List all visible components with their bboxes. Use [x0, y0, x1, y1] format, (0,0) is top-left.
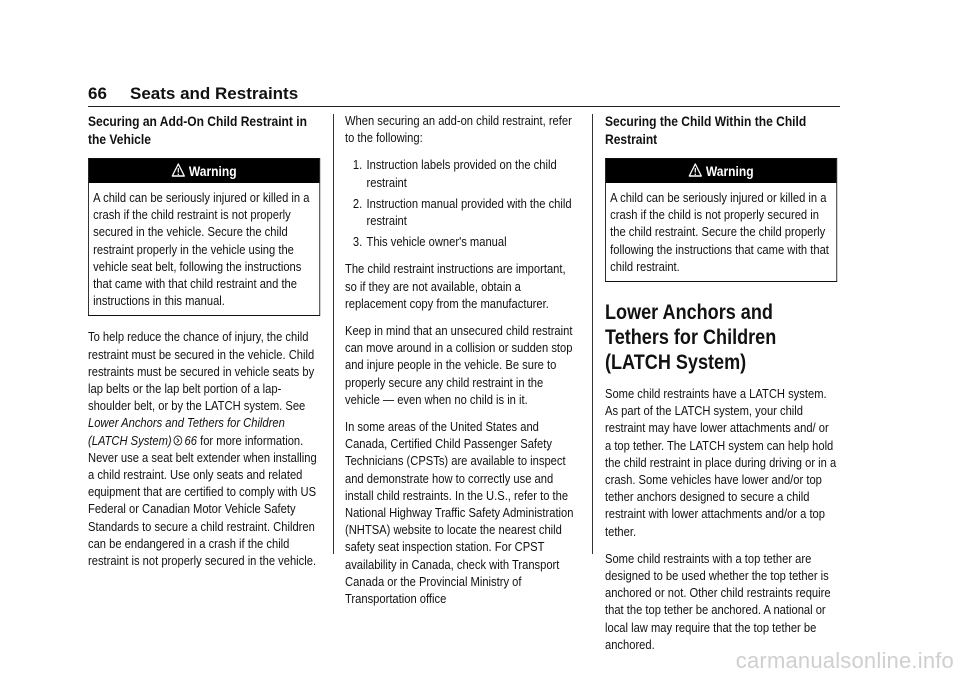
warning-triangle-icon	[172, 163, 186, 177]
list-item	[345, 195, 577, 229]
body-paragraph: Some child restraints have a LATCH system. As part of the LATCH system, your child restraint may have lower attachments and/ or a top tether. The LATCH system can help hold the child restraint in place during driving or in a crash. Some vehicles have lower and/or top tether anchors designed to secure a child restraint with lower attachments and/or a top tether.	[605, 386, 837, 539]
cross-reference-page[interactable]: 66	[184, 432, 197, 448]
body-paragraph: In some areas of the United States and Canada, Certified Child Passenger Safety Technicians (CPSTs) are available to inspect and demonstrate how to correctly use and install child restraints. In the U.S., refer to the National Highway Traffic Safety Administration (NHTSA) website to locate the nearest child safety seat inspection station. For CPST availability in Canada, check with Transport Canada or the Provincial Ministry of Transportation office	[345, 419, 574, 607]
paragraph-text: To help reduce the chance of injury, the child restraint must be secured in the vehicle. Child restraints must be secured in vehicle seats by lap belts or the lap belt portion of a lap-shoulder belt, or by the LATCH system. See	[88, 329, 315, 414]
list-item	[345, 156, 577, 190]
warning-text: A child can be seriously injured or killed in a crash if the child is not properly secured in the child restraint. Secure the child properly following the instructions that came with that child restraint.	[610, 190, 829, 274]
section-title: Seats and Restraints	[130, 84, 299, 103]
warning-header	[89, 159, 319, 183]
list-text: Instruction labels provided on the child restraint	[366, 157, 557, 190]
section-heading-add-on-restraint: Securing an Add-On Child Restraint in the Vehicle	[88, 113, 307, 147]
warning-label: Warning	[705, 163, 754, 179]
warning-box	[605, 158, 837, 282]
page-number: 66	[88, 84, 107, 103]
list-number: 1.	[352, 157, 363, 173]
warning-header	[606, 159, 836, 183]
column-divider	[333, 114, 334, 554]
list-text: This vehicle owner's manual	[366, 234, 507, 250]
list-text: Instruction manual provided with the child restraint	[366, 195, 572, 229]
column-divider	[592, 114, 593, 554]
list-item	[345, 233, 577, 250]
page-reference-arrow-icon	[173, 435, 182, 446]
body-paragraph: Some child restraints with a top tether are designed to be used whether the top tether is anchored or not. Other child restraints require that the top tether be anchored. A national or local law may require that the top tether be anchored.	[605, 550, 831, 652]
warning-label: Warning	[188, 163, 237, 179]
page-header	[88, 80, 840, 107]
intro-paragraph: When securing an add-on child restraint, refer to the following:	[345, 113, 572, 146]
section-heading-securing-child: Securing the Child Within the Child Restraint	[605, 113, 807, 147]
major-heading-latch: Lower Anchors and Tethers for Children (LATCH System)	[605, 301, 777, 375]
warning-text: A child can be seriously injured or killed in a crash if the child restraint is not properly secured in the vehicle. Secure the child restraint properly in the vehicle using the vehicle seat belt, following the instructions that came with that child restraint and the instructions in this manual.	[93, 190, 310, 309]
column-1	[88, 112, 320, 579]
warning-triangle-icon	[689, 163, 703, 177]
warning-box	[88, 158, 320, 316]
watermark: carmanualsonline.info	[735, 648, 954, 673]
list-number: 2.	[352, 195, 363, 211]
list-number: 3.	[352, 234, 363, 250]
body-paragraph	[88, 328, 320, 569]
column-2	[345, 112, 577, 617]
body-paragraph: Keep in mind that an unsecured child restraint can move around in a collision or sudden stop and injure people in the vehicle. Be sure to properly secure any child restraint in the vehicle — even when no child is in it.	[345, 323, 573, 407]
column-3	[605, 112, 837, 663]
body-paragraph: The child restraint instructions are important, so if they are not available, obtain a replacement copy from the manufacturer.	[345, 261, 566, 311]
reference-list	[345, 156, 577, 250]
paragraph-text: for more information. Never use a seat belt extender when installing a child restraint. Use only seats and related equipment that are certified to comply with US Federal or Canadian Motor Vehicle Safety Standards to secure a child restraint. Children can be endangered in a crash if the child restraint is not properly secured in the vehicle.	[88, 432, 317, 569]
cross-reference-link[interactable]: Lower Anchors and Tethers for Children (LATCH System)	[88, 415, 285, 448]
